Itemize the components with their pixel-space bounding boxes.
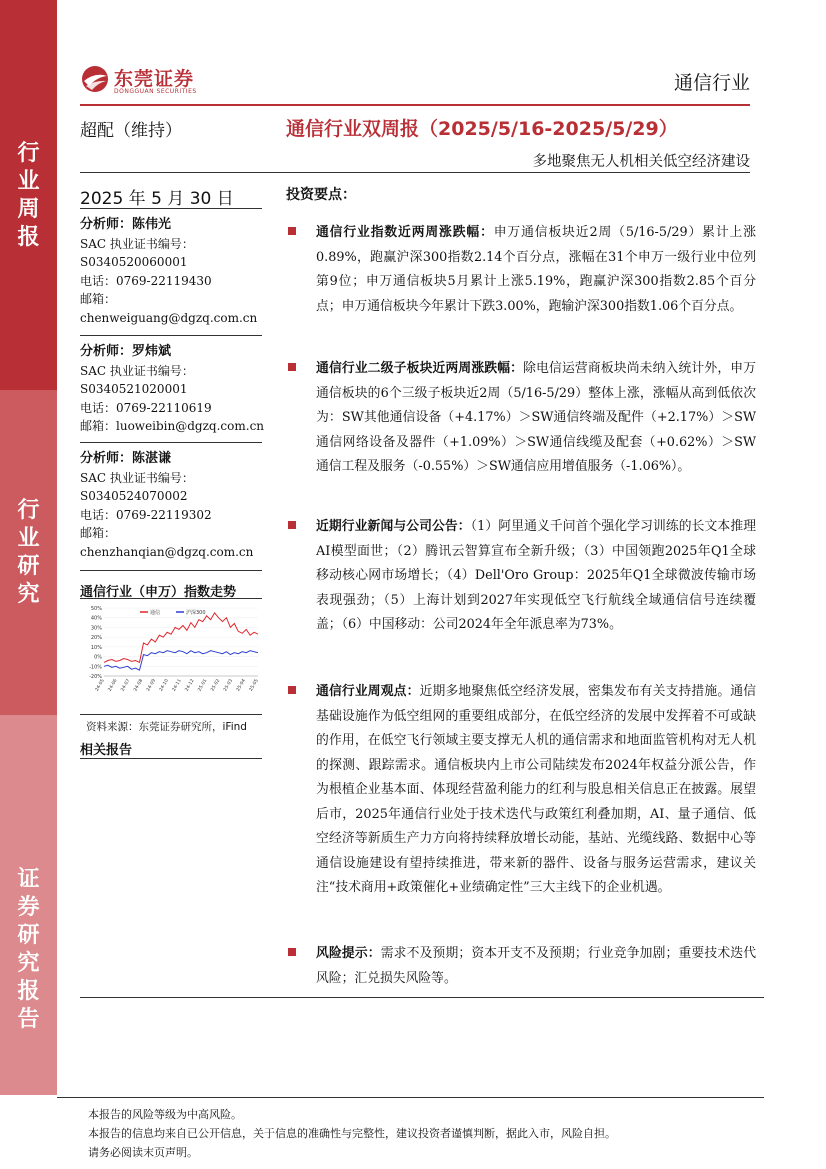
footer-risk-level: 本报告的风险等级为中高风险。 (88, 1108, 242, 1121)
chart-x-tick-label: 24-05 (94, 678, 106, 693)
analyst-name: 分析师：罗炜斌 (80, 344, 172, 359)
brand-name: 东莞证券 (114, 68, 195, 90)
header-industry: 通信行业 (673, 72, 750, 94)
chart-y-tick-label: 40% (90, 615, 102, 622)
chart-x-tick-label: 24-09 (146, 678, 158, 693)
analyst-email[interactable]: chenweiguang@dgzq.com.cn (80, 310, 258, 325)
bullet-square-icon (288, 363, 296, 371)
chart-y-tick-label: -10% (89, 664, 102, 671)
analyst-sac: S0340521020001 (80, 382, 188, 396)
chart-x-tick-label: 25-01 (197, 678, 209, 693)
chart-x-tick-label: 24-06 (107, 678, 119, 693)
chart-y-tick-label: 0% (94, 654, 102, 661)
chart-y-tick-label: 30% (90, 625, 102, 632)
report-title: 通信行业双周报（2025/5/16-2025/5/29） (286, 118, 678, 140)
side-band (0, 0, 57, 1169)
footer-info-note: 本报告的信息均来自已公开信息，关于信息的准确性与完整性，建议投资者谨慎判断，据此入市，风险自担。 (88, 1127, 616, 1140)
index-trend-chart (80, 600, 262, 712)
analyst-sac-label: SAC 执业证书编号： (80, 470, 194, 485)
chart-bottom-rule (80, 714, 262, 715)
highlight-item (286, 942, 756, 991)
chart-x-tick-label: 24-11 (171, 678, 183, 693)
chart-y-tick-label: 10% (90, 644, 102, 651)
brand-logo (80, 60, 220, 100)
chart-y-tick-label: 50% (90, 606, 102, 612)
analyst-email[interactable]: 邮箱：luoweibin@dgzq.com.cn (80, 419, 265, 433)
chart-x-tick-label: 25-03 (223, 678, 235, 693)
report-date: 2025 年 5 月 30 日 (80, 189, 234, 209)
chart-series-line (104, 613, 258, 663)
bullet-square-icon (288, 521, 296, 529)
related-rule (80, 758, 262, 759)
highlight-item (286, 221, 756, 319)
chart-x-tick-label: 25-02 (210, 678, 222, 693)
analyst-sac: S0340520060001 (80, 255, 188, 269)
bullet-square-icon (288, 227, 296, 235)
rating: 超配（维持） (80, 121, 182, 141)
bullet-square-icon (288, 948, 296, 956)
highlight-head: 风险提示： (316, 946, 381, 961)
highlight-body: 需求不及预期；资本开支不及预期；行业竞争加剧；重要技术迭代风险；汇兑损失风险等。 (316, 946, 757, 986)
content-bottom-rule (80, 997, 764, 998)
date-rule (80, 208, 262, 209)
chart-title: 通信行业（申万）指数走势 (80, 585, 237, 600)
brand-logo-icon (80, 64, 110, 94)
analyst-name: 分析师：陈湛谦 (80, 451, 172, 466)
footer-rule (57, 1097, 764, 1098)
chart-source: 资料来源：东莞证券研究所，iFind (86, 721, 247, 733)
analyst-rule (80, 335, 262, 336)
subtitle-rule (80, 172, 750, 173)
chart-x-tick-label: 24-07 (120, 678, 132, 693)
chart-y-tick-label: -20% (89, 674, 102, 680)
bullet-square-icon (288, 686, 296, 694)
highlight-head: 通信行业指数近两周涨跌幅： (316, 225, 494, 240)
highlight-item (286, 357, 756, 480)
chart-title-rule (80, 598, 262, 599)
chart-x-tick-label: 24-08 (133, 678, 145, 693)
highlight-body: 近期多地聚焦低空经济发展，密集发布有关支持措施。通信基础设施作为低空组网的重要组成部分，在低空经济的发展中发挥着不可或缺的作用，在低空飞行领域主要支撑无人机的通信需求和地面监管机构对无人机的探测、跟踪需求。通信板块内上市公司陆续发布2024年权益分派公告，作为根植企业基本面、体现经营盈利能力的红利与股息相关信息正在披露。展望后市，2025年通信行业处于技术迭代与政策红利叠加期，AI、量子通信、低空经济等新质生产力方向将持续释放增长动能，基站、光缆线路、数据中心等通信设施建设有望持续推进，带来新的器件、设备与服务运营需求，建议关注“技术商用+政策催化+业绩确定性”三大主线下的企业机遇。 (316, 684, 757, 895)
analyst-tel: 电话：0769-22119302 (80, 507, 212, 522)
analyst-card (80, 216, 270, 327)
highlight-body: 除电信运营商板块尚未纳入统计外，申万通信板块的6个三级子板块近2周（5/16-5/29）整体上涨，涨幅从高到低依次为：SW其他通信设备（+4.17%）＞SW通信终端及配件（+2.17%）＞SW通信网络设备及器件（+1.09%）＞SW通信线缆及配套（+0.62%）＞SW通信工程及服务（-0.55%）＞SW通信应用增值服务（-1.06%）。 (316, 361, 757, 474)
chart-x-tick-label: 24-10 (159, 678, 170, 693)
analyst-email-label: 邮箱： (80, 526, 117, 540)
side-label-research: 行 业 研 究 (17, 498, 40, 607)
analyst-email-label: 邮箱： (80, 292, 117, 306)
chart-y-tick-label: 20% (90, 635, 102, 642)
side-label-report: 证 券 研 究 报 告 (17, 867, 40, 1032)
report-subtitle: 多地聚焦无人机相关低空经济建设 (532, 154, 750, 170)
highlight-item (286, 515, 756, 638)
analyst-name: 分析师：陈伟光 (80, 217, 172, 232)
highlight-body: 申万通信板块近2周（5/16-5/29）累计上涨0.89%，跑赢沪深300指数2.14个百分点，涨幅在31个申万一级行业中位列第9位；申万通信板块5月累计上涨5.19%，跑赢沪深300指数2.85个百分点；申万通信板块今年累计下跌3.00%，跑输沪深300指数1.06个百分点。 (316, 225, 756, 314)
chart-legend-label: 沪深300 (186, 610, 206, 616)
highlight-head: 通信行业二级子板块近两周涨跌幅： (316, 361, 524, 376)
analyst-email[interactable]: chenzhanqian@dgzq.com.cn (80, 544, 254, 559)
chart-x-tick-label: 25-04 (236, 678, 247, 693)
highlight-item (286, 680, 756, 901)
highlight-head: 近期行业新闻与公司公告： (316, 519, 471, 534)
investment-highlights-title: 投资要点： (286, 187, 356, 203)
side-label-weekly: 行 业 周 报 (17, 141, 40, 250)
analyst-tel: 电话：0769-22119430 (80, 273, 212, 288)
brand-name-en: DONGGUAN SECURITIES (114, 88, 197, 95)
analyst-sac-label: SAC 执业证书编号： (80, 363, 194, 378)
highlight-head: 通信行业周观点： (316, 684, 420, 699)
analyst-tel: 电话：0769-22110619 (80, 400, 212, 415)
footer-disclaimer (88, 1105, 616, 1162)
header-rule (80, 104, 750, 106)
analyst-card (80, 343, 270, 436)
chart-series-line (104, 651, 258, 671)
analyst-rule (80, 570, 262, 571)
related-reports-heading: 相关报告 (80, 743, 133, 758)
analyst-rule (80, 442, 262, 443)
chart-x-tick-label: 25-05 (248, 678, 260, 693)
chart-legend-label: 通信 (150, 610, 161, 616)
analyst-sac-label: SAC 执业证书编号： (80, 236, 194, 251)
chart-x-tick-label: 24-12 (184, 678, 196, 693)
analyst-card (80, 450, 270, 561)
analyst-sac: S0340524070002 (80, 489, 188, 503)
footer-read-statement: 请务必阅读末页声明。 (88, 1146, 198, 1159)
highlight-body: （1）阿里通义千问首个强化学习训练的长文本推理AI模型面世；（2）腾讯云智算宣布全新升级；（3）中国领跑2025年Q1全球移动核心网市场增长；（4）Dell'Oro Group：2025年Q1全球微波传输市场表现强劲；（5）上海计划到2027年实现低空飞行航线全域通信信号连续覆盖；（6）中国移动：公司2024年全年派息率为73%。 (316, 519, 757, 632)
